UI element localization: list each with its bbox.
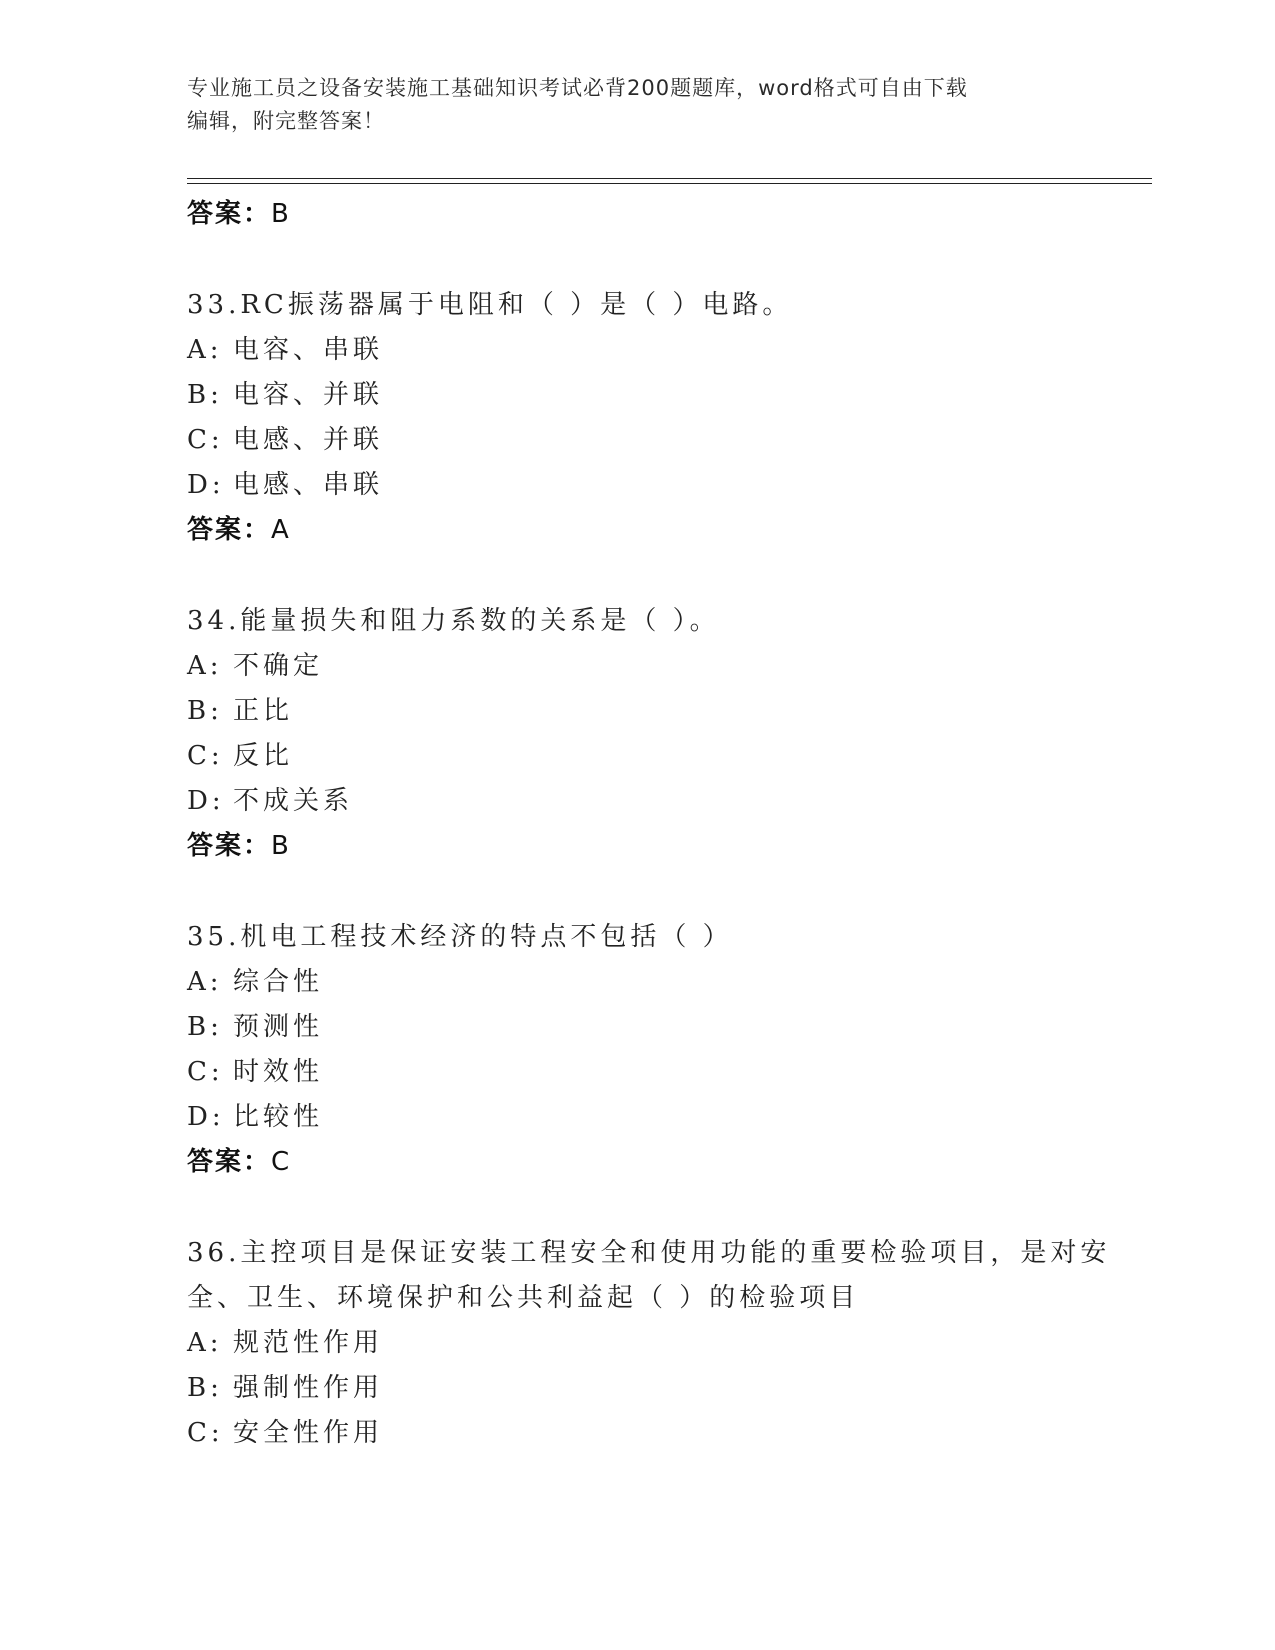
option-text: 规范性作用: [233, 1328, 384, 1358]
option-text: 比较性: [233, 1102, 324, 1132]
option-item: [187, 1005, 1087, 1050]
answer-label: 答案：: [187, 1147, 272, 1177]
answer-value: A: [271, 515, 291, 545]
header-divider-bottom: [187, 183, 1152, 184]
question-stem: 34.能量损失和阻力系数的关系是（ ）。: [187, 606, 720, 636]
option-letter: A:: [187, 651, 223, 681]
answer-value: C: [271, 1147, 292, 1177]
option-text: 安全性作用: [233, 1418, 384, 1448]
option-letter: C:: [187, 1057, 224, 1087]
option-letter: C:: [187, 1418, 224, 1448]
answer-label: 答案：: [187, 199, 272, 229]
answer-value: B: [271, 831, 291, 861]
question-stem: 33.RC振荡器属于电阻和（ ）是（ ）电路。: [187, 290, 793, 320]
question-list: [187, 192, 1111, 1456]
option-item: [187, 644, 1087, 689]
option-letter: C:: [187, 741, 224, 771]
option-item: [187, 1366, 1087, 1411]
option-letter: B:: [187, 696, 223, 726]
option-text: 电感、并联: [233, 425, 384, 455]
question-stem: 36.主控项目是保证安装工程安全和使用功能的重要检验项目，是对安: [187, 1238, 1111, 1268]
option-letter: A:: [187, 335, 223, 365]
question-stem: 全、卫生、环境保护和公共利益起（ ）的检验项目: [187, 1283, 860, 1313]
answer-label: 答案：: [187, 515, 272, 545]
question-spacer: [187, 869, 1087, 915]
question-stem: 35.机电工程技术经济的特点不包括（ ）: [187, 922, 733, 952]
option-item: [187, 373, 1087, 418]
answer-line: [187, 1140, 1087, 1185]
option-item: [187, 779, 1087, 824]
option-item: [187, 418, 1087, 463]
option-item: [187, 734, 1087, 779]
document-header: [187, 72, 1087, 138]
option-text: 综合性: [233, 967, 324, 997]
option-item: [187, 1411, 1087, 1456]
question-block: [187, 915, 1087, 1185]
question-spacer: [187, 553, 1087, 599]
option-letter: B:: [187, 380, 223, 410]
option-letter: C:: [187, 425, 224, 455]
question-block: [187, 1231, 1111, 1456]
option-text: 预测性: [233, 1012, 324, 1042]
question-block: [187, 599, 1087, 869]
option-text: 电感、串联: [233, 470, 384, 500]
question-spacer: [187, 237, 1087, 283]
option-item: [187, 463, 1087, 508]
option-letter: A:: [187, 967, 223, 997]
answer-line: [187, 508, 1087, 553]
option-letter: A:: [187, 1328, 223, 1358]
answer-label: 答案：: [187, 831, 272, 861]
option-item: [187, 689, 1087, 734]
header-title-line-2: 编辑，附完整答案！: [187, 109, 385, 133]
option-text: 强制性作用: [233, 1373, 384, 1403]
option-item: [187, 1321, 1087, 1366]
option-letter: D:: [187, 1102, 225, 1132]
option-text: 不确定: [233, 651, 324, 681]
option-item: [187, 328, 1087, 373]
question-spacer: [187, 1185, 1087, 1231]
option-text: 电容、串联: [233, 335, 384, 365]
option-letter: D:: [187, 470, 225, 500]
option-item: [187, 960, 1087, 1005]
option-letter: B:: [187, 1012, 223, 1042]
option-text: 正比: [233, 696, 294, 726]
answer-value: B: [271, 199, 291, 229]
option-text: 反比: [233, 741, 294, 771]
header-divider-top: [187, 178, 1152, 179]
option-letter: D:: [187, 786, 225, 816]
answer-line: [187, 824, 1087, 869]
option-text: 不成关系: [233, 786, 354, 816]
option-item: [187, 1050, 1087, 1095]
question-block: [187, 283, 1087, 553]
option-item: [187, 1095, 1087, 1140]
option-text: 时效性: [233, 1057, 324, 1087]
answer-line: [187, 192, 1087, 237]
option-text: 电容、并联: [233, 380, 384, 410]
header-title-line-1: 专业施工员之设备安装施工基础知识考试必背200题题库，word格式可自由下载: [187, 76, 968, 100]
option-letter: B:: [187, 1373, 223, 1403]
